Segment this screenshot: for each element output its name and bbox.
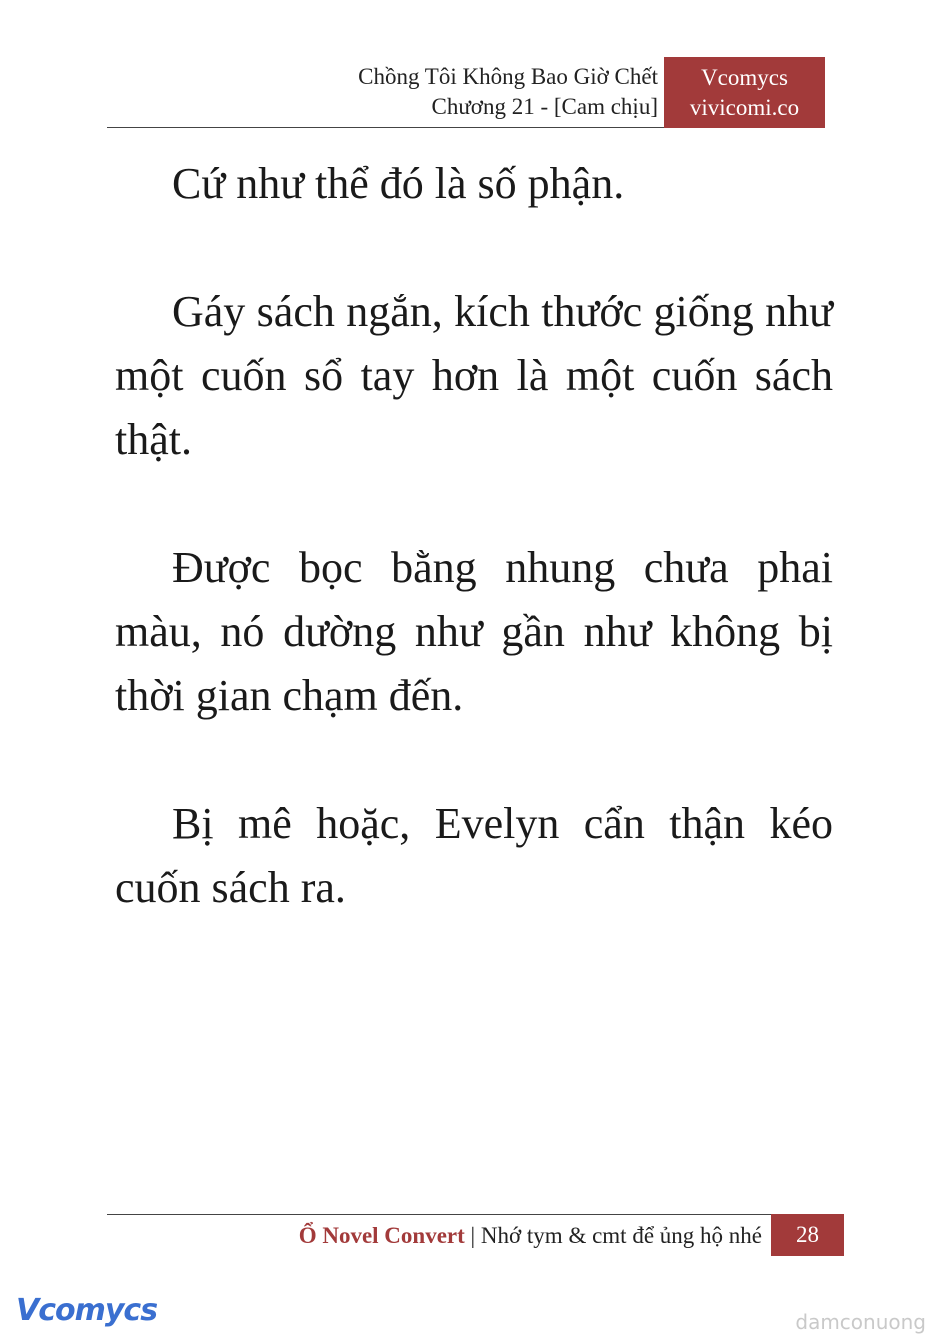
running-header <box>358 62 658 122</box>
page-number: 28 <box>771 1214 844 1256</box>
header-divider <box>107 127 664 128</box>
paragraph-2: Gáy sách ngắn, kích thước giống như một cuốn sổ tay hơn là một cuốn sách thật. <box>115 287 833 464</box>
brand-name: Vcomycs <box>701 65 788 90</box>
running-footer <box>299 1221 762 1251</box>
header-brand-badge <box>664 57 825 128</box>
page-body <box>115 152 833 920</box>
paragraph-3: Được bọc bằng nhung chưa phai màu, nó dường như gần như không bị thời gian chạm đến. <box>115 543 833 720</box>
watermark-text-right: damconuong <box>795 1310 926 1334</box>
footer-brand: Ổ Novel Convert <box>298 1223 465 1248</box>
paragraph-4: Bị mê hoặc, Evelyn cẩn thận kéo cuốn sách ra. <box>115 799 833 912</box>
book-title: Chồng Tôi Không Bao Giờ Chết <box>358 64 658 89</box>
footer-separator: | <box>470 1223 476 1248</box>
chapter-title: Chương 21 - [Cam chịu] <box>431 94 658 119</box>
footer-divider <box>107 1214 771 1215</box>
footer-message: Nhớ tym & cmt để ủng hộ nhé <box>480 1223 762 1248</box>
brand-site: vivicomi.co <box>689 95 800 120</box>
paragraph-1: Cứ như thể đó là số phận. <box>172 159 625 208</box>
watermark-logo-left: Vcomycs <box>16 1293 158 1328</box>
